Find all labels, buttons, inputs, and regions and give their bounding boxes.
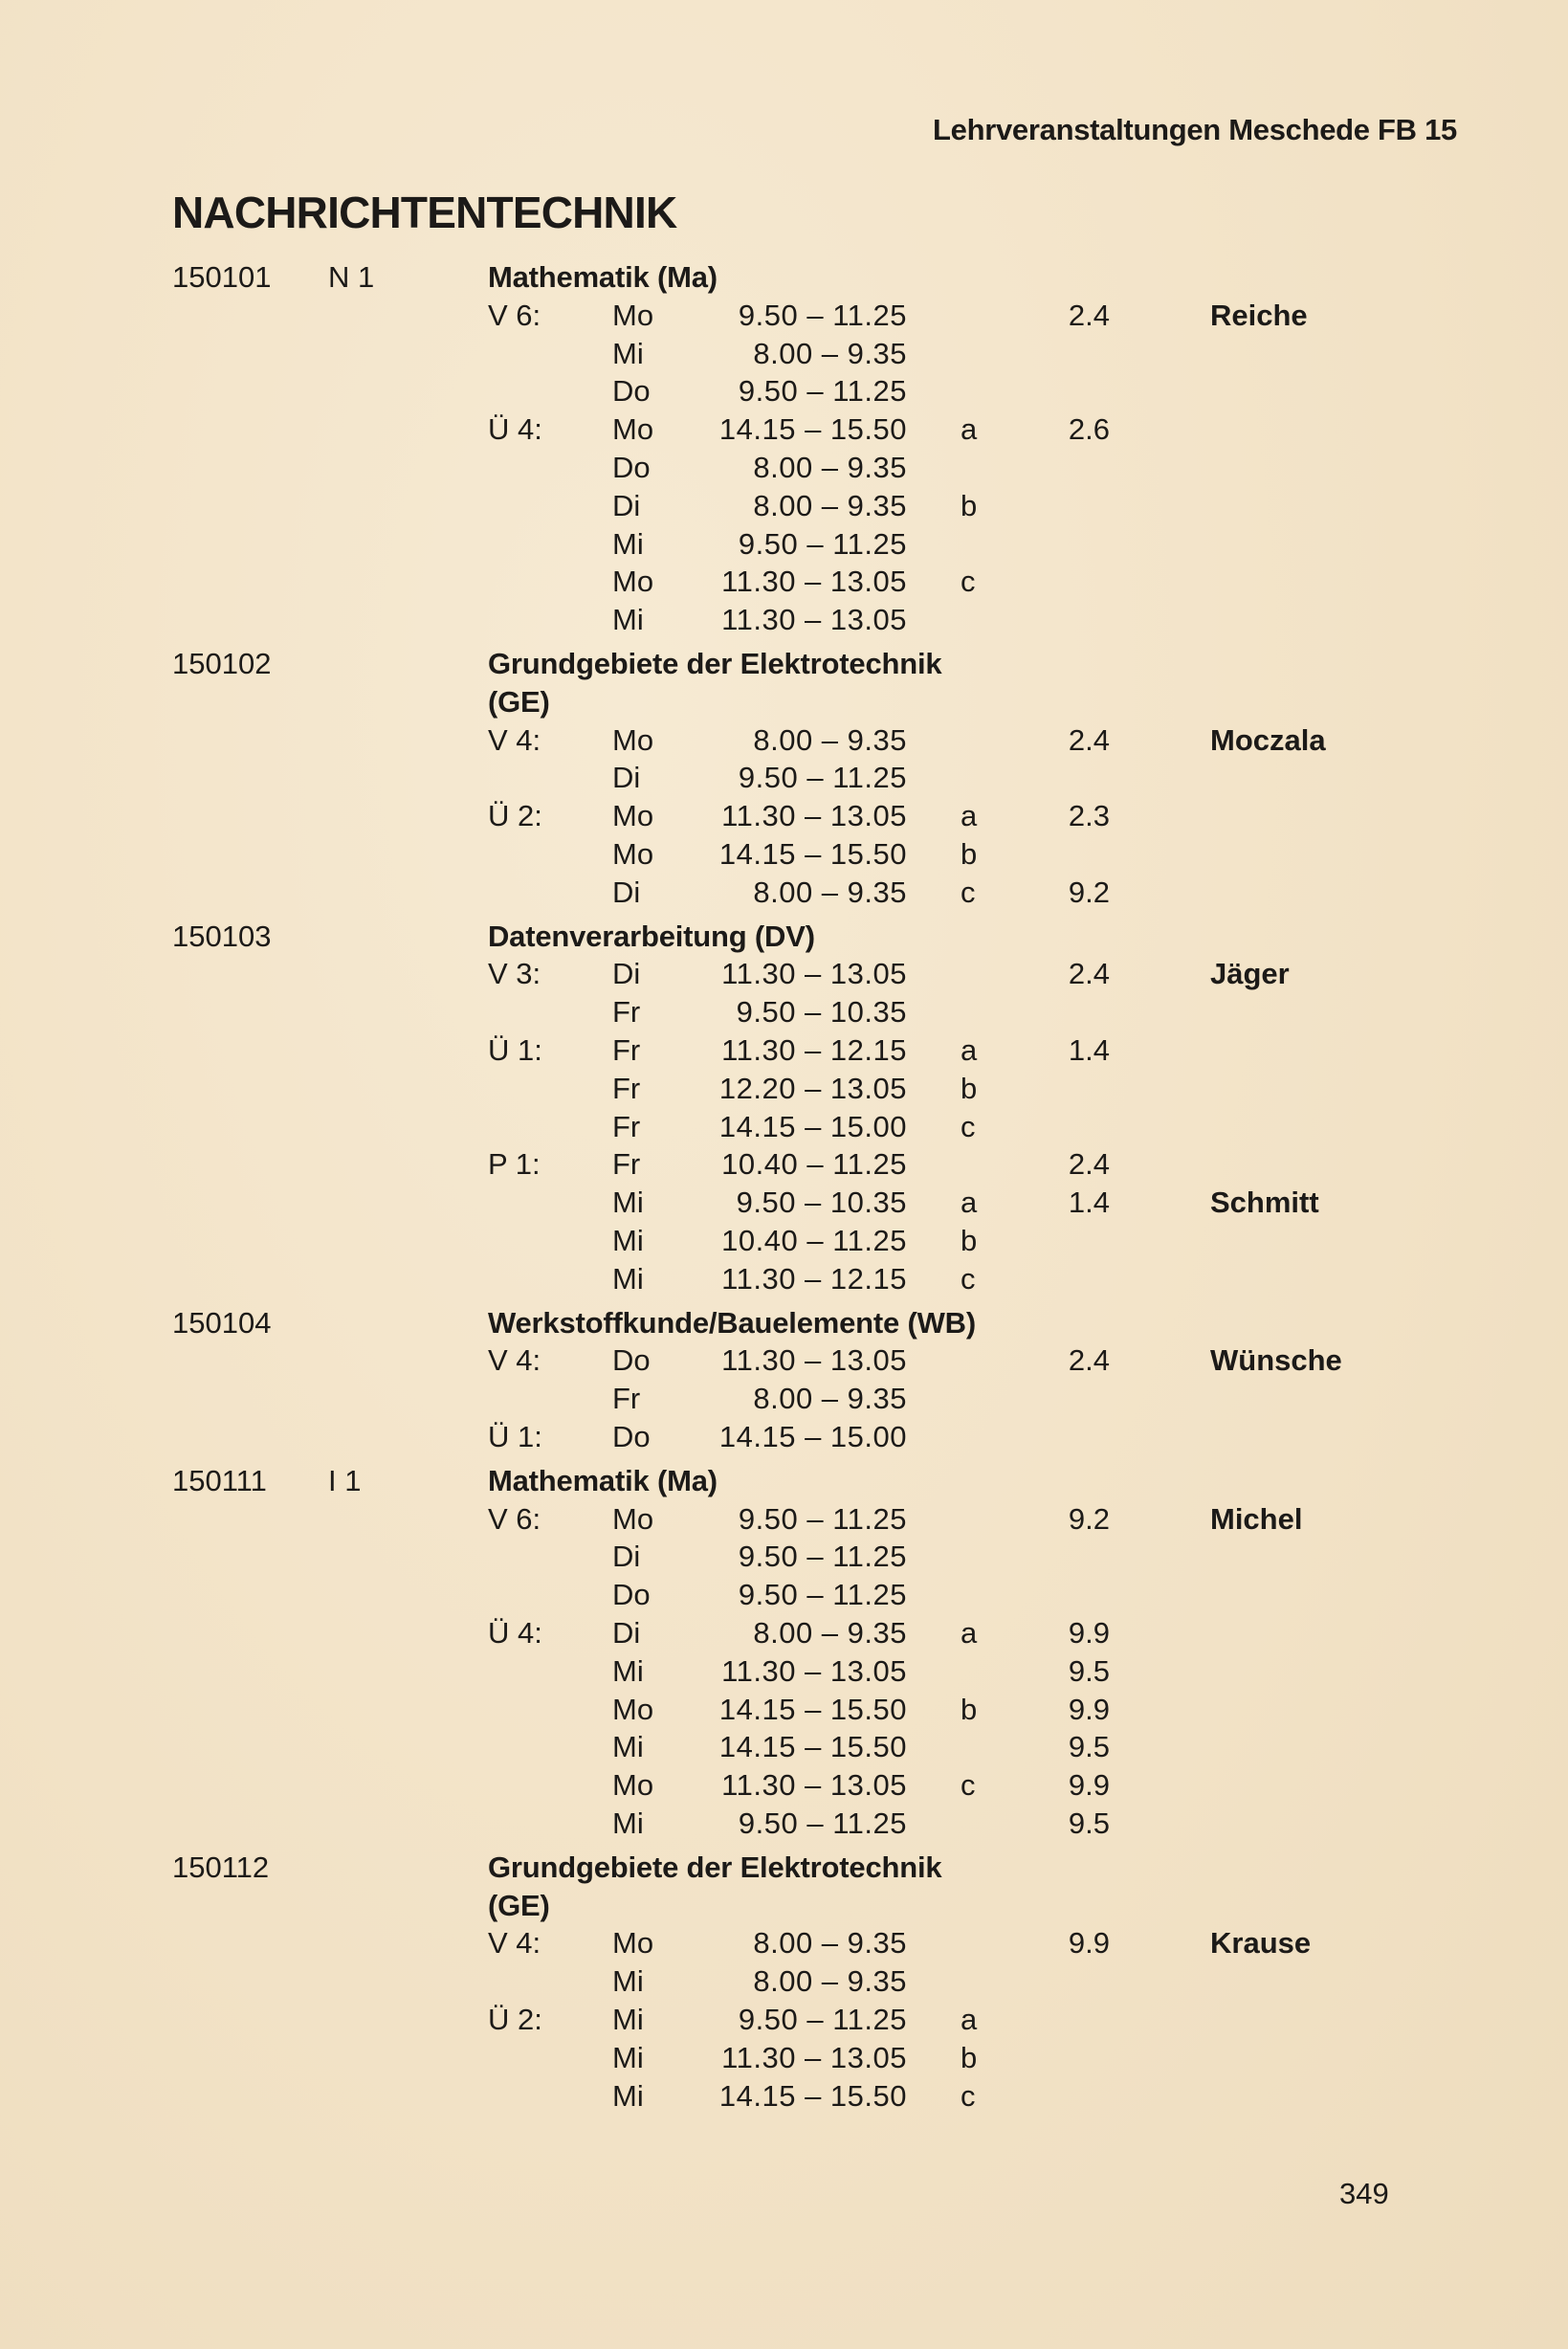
session-row <box>0 601 1568 639</box>
session-room: 2.6 <box>1068 412 1110 447</box>
session-time: 14.15 – 15.50 <box>718 2078 907 2113</box>
session-row <box>0 759 1568 797</box>
session-room: 9.9 <box>1068 1926 1110 1961</box>
session-row <box>0 2039 1568 2077</box>
session-day: Di <box>612 1540 641 1574</box>
session-day: Mo <box>612 837 654 871</box>
session-time: 14.15 – 15.00 <box>718 1420 907 1453</box>
session-group-letter: a <box>961 1616 978 1650</box>
lecturer-name: Moczala <box>1210 722 1326 757</box>
session-time: 8.00 – 9.35 <box>753 1616 907 1650</box>
session-room: 2.4 <box>1068 957 1110 991</box>
session-day: Mi <box>612 1261 644 1296</box>
course-number: 150104 <box>172 1305 272 1340</box>
session-group-letter: a <box>961 1033 978 1067</box>
session-day: Di <box>612 875 641 909</box>
session-type: V 3: <box>488 957 541 991</box>
page-number: 349 <box>1339 2177 1389 2210</box>
session-row <box>0 372 1568 410</box>
session-day: Mi <box>612 2040 644 2074</box>
session-day: Mi <box>612 1186 644 1220</box>
session-time: 11.30 – 12.15 <box>721 1033 907 1067</box>
session-group-letter: c <box>961 875 976 909</box>
session-time: 8.00 – 9.35 <box>753 1382 907 1416</box>
course-title: (GE) <box>488 1888 550 1922</box>
session-row <box>0 449 1568 487</box>
session-row <box>0 487 1568 525</box>
session-group-letter: a <box>961 799 978 833</box>
session-room: 2.4 <box>1068 722 1110 757</box>
session-day: Mo <box>612 565 654 599</box>
session-room: 9.9 <box>1068 1616 1110 1650</box>
session-time: 12.20 – 13.05 <box>718 1071 907 1105</box>
session-group-letter: b <box>961 2040 978 2074</box>
session-type: Ü 1: <box>488 1420 542 1453</box>
session-time: 9.50 – 10.35 <box>736 995 907 1030</box>
session-group-letter: c <box>961 565 976 599</box>
lecturer-name: Wünsche <box>1210 1343 1342 1378</box>
course-title: Grundgebiete der Elektrotechnik <box>488 647 942 680</box>
course-heading-line <box>0 683 1568 721</box>
session-day: Di <box>612 761 641 795</box>
session-row <box>0 721 1568 760</box>
session-type: V 4: <box>488 1343 541 1378</box>
course-number: 150102 <box>172 647 272 680</box>
session-room: 9.9 <box>1068 1692 1110 1726</box>
session-time: 11.30 – 13.05 <box>721 603 907 637</box>
session-day: Mo <box>612 799 654 833</box>
course-heading-line <box>0 1849 1568 1887</box>
session-row <box>0 335 1568 373</box>
session-room: 1.4 <box>1068 1186 1110 1220</box>
session-room: 9.2 <box>1068 875 1110 909</box>
course-group: N 1 <box>328 260 375 294</box>
session-room: 9.5 <box>1068 1653 1110 1688</box>
session-time: 14.15 – 15.50 <box>718 837 907 871</box>
session-type: Ü 2: <box>488 799 542 833</box>
session-group-letter: c <box>961 1261 976 1296</box>
session-day: Mi <box>612 526 644 561</box>
session-day: Mo <box>612 722 654 757</box>
session-day: Mi <box>612 1964 644 1999</box>
session-day: Mo <box>612 1501 654 1536</box>
session-type: V 4: <box>488 722 541 757</box>
session-room: 2.3 <box>1068 799 1110 833</box>
session-time: 9.50 – 11.25 <box>738 374 907 409</box>
session-time: 8.00 – 9.35 <box>753 336 907 370</box>
session-room: 9.5 <box>1068 1730 1110 1764</box>
session-time: 11.30 – 13.05 <box>721 1343 907 1378</box>
session-time: 14.15 – 15.50 <box>718 1730 907 1764</box>
course-heading-line <box>0 645 1568 683</box>
session-day: Do <box>612 1578 651 1612</box>
course-title: Grundgebiete der Elektrotechnik <box>488 1850 942 1884</box>
session-type: P 1: <box>488 1147 541 1182</box>
session-type: Ü 4: <box>488 412 542 447</box>
session-row <box>0 1341 1568 1380</box>
session-group-letter: b <box>961 1071 978 1105</box>
session-time: 11.30 – 12.15 <box>721 1261 907 1296</box>
session-row <box>0 1652 1568 1691</box>
session-group-letter: c <box>961 2078 976 2113</box>
session-room: 9.2 <box>1068 1501 1110 1536</box>
session-type: Ü 1: <box>488 1033 542 1067</box>
session-row <box>0 797 1568 835</box>
session-time: 11.30 – 13.05 <box>721 2040 907 2074</box>
session-day: Mo <box>612 298 654 332</box>
session-time: 8.00 – 9.35 <box>753 722 907 757</box>
session-type: Ü 2: <box>488 2003 542 2036</box>
session-room: 1.4 <box>1068 1033 1110 1067</box>
session-room: 2.4 <box>1068 1147 1110 1182</box>
session-day: Di <box>612 488 641 522</box>
session-row <box>0 1576 1568 1614</box>
session-day: Fr <box>612 1147 641 1182</box>
course-heading-line <box>0 1887 1568 1925</box>
page-title: NACHRICHTENTECHNIK <box>172 188 677 237</box>
session-row <box>0 2001 1568 2039</box>
session-row <box>0 2077 1568 2116</box>
course-number: 150101 <box>172 260 272 294</box>
session-time: 10.40 – 11.25 <box>721 1147 907 1182</box>
session-row <box>0 1108 1568 1146</box>
session-row <box>0 1538 1568 1576</box>
session-room: 9.9 <box>1068 1768 1110 1803</box>
running-head: Lehrveranstaltungen Meschede FB 15 <box>933 113 1457 146</box>
session-time: 9.50 – 10.35 <box>736 1186 907 1220</box>
session-time: 8.00 – 9.35 <box>753 1964 907 1999</box>
session-day: Mi <box>612 1806 644 1840</box>
session-day: Fr <box>612 995 641 1030</box>
session-day: Mi <box>612 2078 644 2113</box>
session-row <box>0 1924 1568 1962</box>
lecturer-name: Michel <box>1210 1501 1303 1536</box>
session-row <box>0 993 1568 1031</box>
session-row <box>0 955 1568 993</box>
session-time: 9.50 – 11.25 <box>738 298 907 332</box>
session-group-letter: b <box>961 1224 978 1257</box>
session-day: Fr <box>612 1071 641 1105</box>
session-time: 8.00 – 9.35 <box>753 875 907 909</box>
session-time: 9.50 – 11.25 <box>738 526 907 561</box>
session-row <box>0 410 1568 449</box>
course-heading-line <box>0 918 1568 956</box>
session-type: V 6: <box>488 1501 541 1536</box>
course-number: 150111 <box>172 1463 267 1497</box>
session-time: 9.50 – 11.25 <box>738 761 907 795</box>
session-room: 2.4 <box>1068 298 1110 332</box>
session-row <box>0 1614 1568 1652</box>
session-row <box>0 874 1568 912</box>
course-title: Mathematik (Ma) <box>488 260 718 294</box>
session-type: V 4: <box>488 1926 541 1961</box>
session-day: Mi <box>612 1653 644 1688</box>
session-row <box>0 1691 1568 1729</box>
session-time: 9.50 – 11.25 <box>738 1578 907 1612</box>
session-row <box>0 1260 1568 1298</box>
session-time: 9.50 – 11.25 <box>738 1540 907 1574</box>
session-row <box>0 297 1568 335</box>
session-group-letter: b <box>961 837 978 871</box>
session-time: 8.00 – 9.35 <box>753 488 907 522</box>
session-day: Mo <box>612 1692 654 1726</box>
session-row <box>0 1728 1568 1766</box>
session-day: Di <box>612 957 641 991</box>
session-day: Fr <box>612 1033 641 1067</box>
session-time: 11.30 – 13.05 <box>721 1768 907 1803</box>
session-group-letter: a <box>961 412 978 447</box>
session-row <box>0 1184 1568 1222</box>
session-time: 9.50 – 11.25 <box>738 1806 907 1840</box>
session-group-letter: a <box>961 2003 978 2036</box>
session-time: 11.30 – 13.05 <box>721 1653 907 1688</box>
session-row <box>0 563 1568 601</box>
session-time: 14.15 – 15.50 <box>718 1692 907 1726</box>
session-time: 14.15 – 15.50 <box>718 412 907 447</box>
session-day: Do <box>612 1343 651 1378</box>
session-time: 14.15 – 15.00 <box>718 1109 907 1143</box>
session-day: Di <box>612 1616 641 1650</box>
session-day: Mi <box>612 1224 644 1257</box>
session-row <box>0 1766 1568 1805</box>
session-row <box>0 1418 1568 1456</box>
session-row <box>0 1805 1568 1843</box>
session-row <box>0 1962 1568 2001</box>
course-title: Datenverarbeitung (DV) <box>488 919 815 953</box>
session-row <box>0 1031 1568 1070</box>
session-day: Do <box>612 451 651 484</box>
session-time: 8.00 – 9.35 <box>753 451 907 484</box>
session-row <box>0 1380 1568 1418</box>
course-group: I 1 <box>328 1463 362 1497</box>
lecturer-name: Jäger <box>1210 957 1290 991</box>
course-number: 150112 <box>172 1850 270 1884</box>
session-group-letter: c <box>961 1768 976 1803</box>
session-group-letter: c <box>961 1109 976 1143</box>
session-row <box>0 1500 1568 1539</box>
session-time: 11.30 – 13.05 <box>721 957 907 991</box>
session-time: 11.30 – 13.05 <box>721 565 907 599</box>
session-day: Fr <box>612 1382 641 1416</box>
session-day: Mo <box>612 1768 654 1803</box>
session-time: 9.50 – 11.25 <box>738 1501 907 1536</box>
session-day: Mi <box>612 1730 644 1764</box>
session-row <box>0 525 1568 564</box>
course-title: (GE) <box>488 684 550 719</box>
session-row <box>0 835 1568 874</box>
session-day: Mo <box>612 1926 654 1961</box>
session-day: Do <box>612 374 651 409</box>
course-title: Werkstoffkunde/Bauelemente (WB) <box>488 1305 976 1340</box>
session-day: Mo <box>612 412 654 447</box>
session-time: 10.40 – 11.25 <box>721 1224 907 1257</box>
session-room: 2.4 <box>1068 1343 1110 1378</box>
lecturer-name: Schmitt <box>1210 1186 1319 1220</box>
session-type: Ü 4: <box>488 1616 542 1650</box>
session-day: Do <box>612 1420 651 1453</box>
course-heading-line <box>0 1304 1568 1342</box>
lecturer-name: Reiche <box>1210 298 1308 332</box>
session-day: Mi <box>612 2003 644 2036</box>
session-type: V 6: <box>488 298 541 332</box>
session-time: 11.30 – 13.05 <box>721 799 907 833</box>
session-row <box>0 1070 1568 1108</box>
session-time: 8.00 – 9.35 <box>753 1926 907 1961</box>
session-time: 9.50 – 11.25 <box>738 2003 907 2036</box>
session-day: Mi <box>612 603 644 637</box>
session-row <box>0 1145 1568 1184</box>
session-room: 9.5 <box>1068 1806 1110 1840</box>
session-group-letter: b <box>961 488 978 522</box>
session-group-letter: a <box>961 1186 978 1220</box>
course-title: Mathematik (Ma) <box>488 1463 718 1497</box>
session-group-letter: b <box>961 1692 978 1726</box>
session-day: Mi <box>612 336 644 370</box>
session-day: Fr <box>612 1109 641 1143</box>
course-heading-line <box>0 1462 1568 1500</box>
course-heading-line <box>0 258 1568 297</box>
course-number: 150103 <box>172 919 272 953</box>
lecturer-name: Krause <box>1210 1926 1312 1961</box>
session-row <box>0 1222 1568 1260</box>
